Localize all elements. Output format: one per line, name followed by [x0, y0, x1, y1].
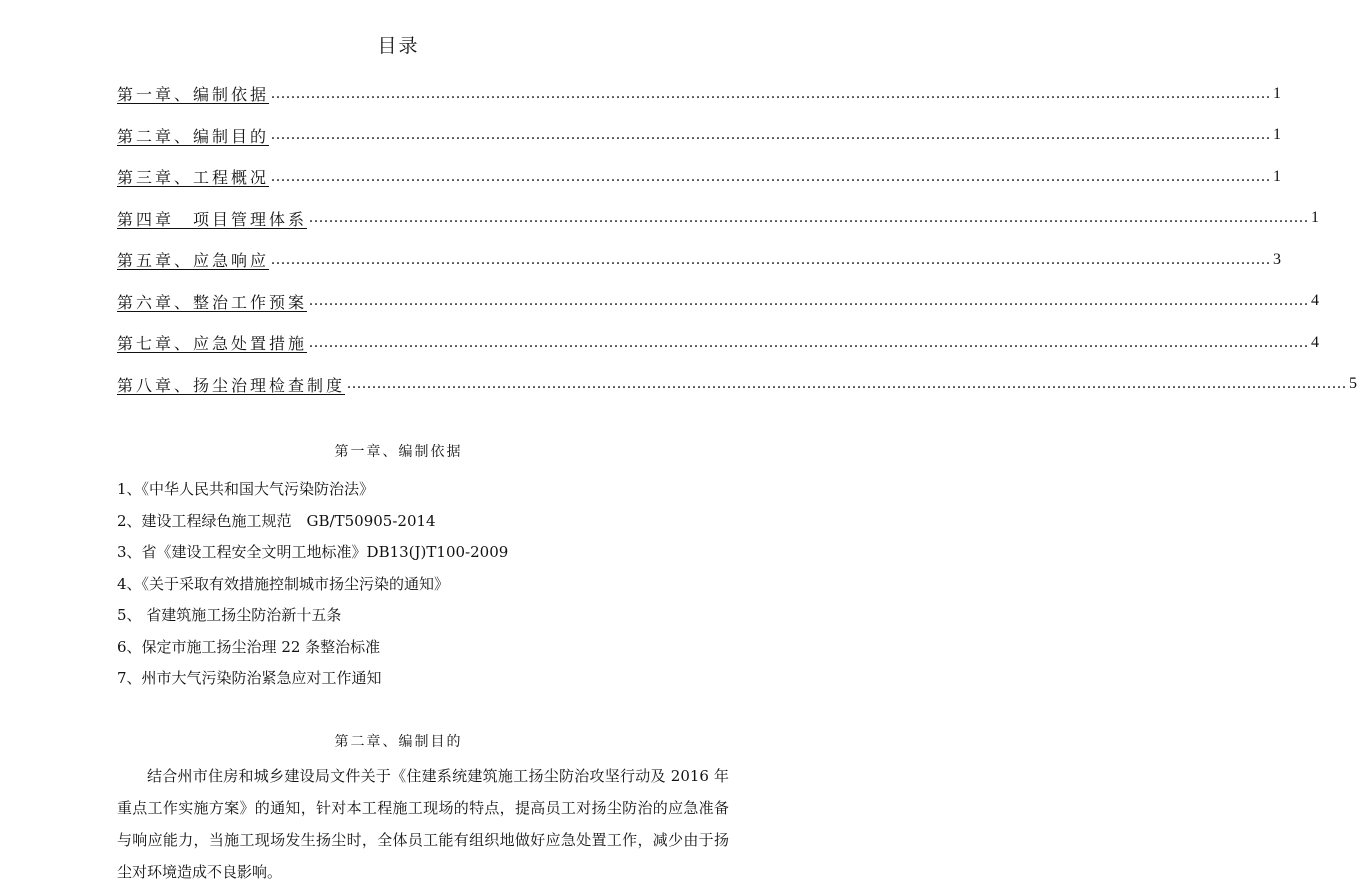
toc-entry[interactable] [117, 156, 1282, 198]
toc-entry-page: 4 [1311, 333, 1320, 351]
toc-entry[interactable] [117, 364, 1357, 406]
toc-entry-page: 1 [1273, 126, 1282, 144]
chapter-2-heading: 第二章、编制目的 [334, 734, 463, 750]
toc-entry-page: 3 [1273, 250, 1282, 268]
table-of-contents [117, 73, 1357, 405]
toc-leader-dots: ........................................................................................................................................................................................................ [271, 167, 1272, 185]
list-item: 5、 省建筑施工扬尘防治新十五条 [117, 606, 342, 624]
toc-entry-page: 1 [1273, 167, 1282, 185]
toc-entry[interactable] [117, 239, 1282, 281]
list-item: 2、建设工程绿色施工规范 GB/T50905-2014 [117, 511, 436, 530]
list-item: 3、省《建设工程安全文明工地标准》DB13(J)T100-2009 [117, 543, 509, 561]
toc-leader-dots: ........................................................................................................................................................................................................ [271, 84, 1272, 102]
toc-entry-page: 1 [1311, 209, 1320, 227]
toc-entry[interactable] [117, 73, 1282, 115]
toc-entry-label[interactable]: 第八章、扬尘治理检查制度 [117, 375, 346, 395]
list-item: 4、《关于采取有效措施控制城市扬尘污染的通知》 [117, 574, 450, 593]
toc-entry[interactable] [117, 281, 1320, 323]
toc-entry[interactable] [117, 115, 1282, 157]
toc-title: 目录 [377, 35, 420, 57]
toc-entry-label[interactable]: 第三章、工程概况 [117, 168, 270, 188]
toc-entry-label[interactable]: 第一章、编制依据 [117, 85, 270, 105]
toc-leader-dots: ........................................................................................................................................................................................................ [347, 375, 1348, 393]
toc-entry-page: 5 [1349, 375, 1357, 393]
list-item: 1、《中华人民共和国大气污染防治法》 [117, 480, 375, 498]
list-item: 7、州市大气污染防治紧急应对工作通知 [117, 669, 382, 687]
toc-entry-label[interactable]: 第六章、整治工作预案 [117, 292, 308, 312]
paragraph: 结合州市住房和城乡建设局文件关于《住建系统建筑施工扬尘防治攻坚行动及 2016 年重点工作实施方案》的通知，针对本工程施工现场的特点，提高员工对扬尘防治的应急准备与响应能力，当施工现场发生扬尘时，全体员工能有组织地做好应急处置工作，减少由于扬尘对环境造成不良影响。 [117, 767, 729, 881]
reference-list [117, 474, 737, 695]
list-item: 6、保定市施工扬尘治理 22 条整治标准 [117, 637, 381, 656]
toc-entry-label[interactable]: 第七章、应急处置措施 [117, 334, 308, 354]
toc-entry-page: 4 [1311, 292, 1320, 310]
chapter-2-body [117, 760, 729, 888]
toc-leader-dots: ........................................................................................................................................................................................................ [309, 333, 1310, 351]
toc-entry-label[interactable]: 第二章、编制目的 [117, 126, 270, 146]
toc-entry-page: 1 [1273, 84, 1282, 102]
toc-leader-dots: ........................................................................................................................................................................................................ [271, 250, 1272, 268]
toc-entry-label[interactable]: 第五章、应急响应 [117, 251, 270, 271]
toc-entry[interactable] [117, 198, 1320, 240]
toc-entry-label[interactable]: 第四章 项目管理体系 [117, 209, 308, 229]
chapter-1-heading: 第一章、编制依据 [334, 444, 463, 460]
toc-leader-dots: ........................................................................................................................................................................................................ [271, 126, 1272, 144]
toc-leader-dots: ........................................................................................................................................................................................................ [309, 292, 1310, 310]
toc-entry[interactable] [117, 322, 1320, 364]
toc-leader-dots: ........................................................................................................................................................................................................ [309, 209, 1310, 227]
